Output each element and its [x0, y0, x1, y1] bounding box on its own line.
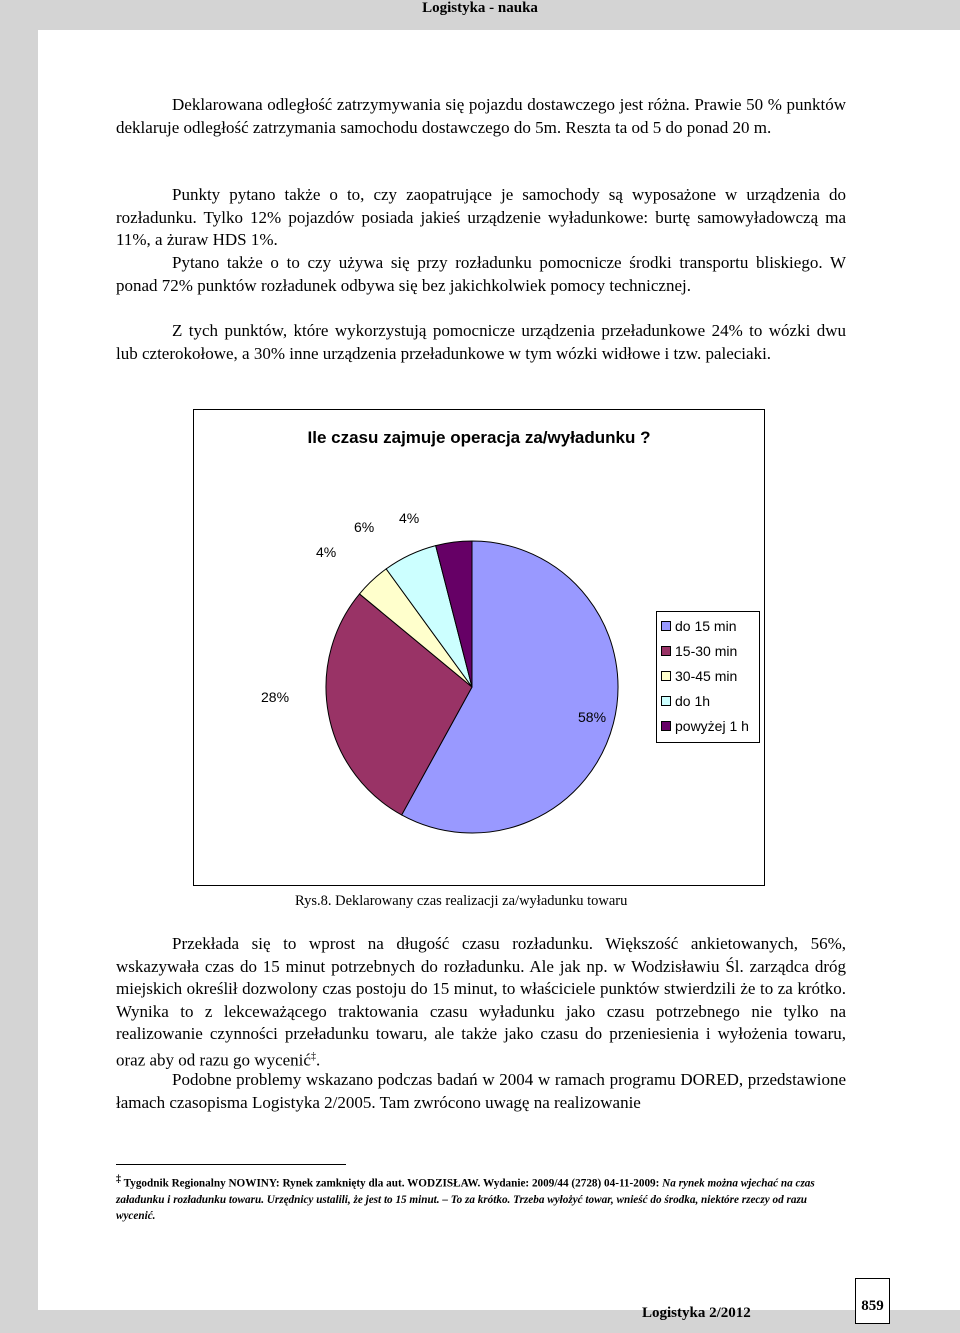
paragraph-1: Deklarowana odległość zatrzymywania się pojazdu dostawczego jest różna. Prawie 50 % punktów deklaruje odległość zatrzymania samochodu dostawczego do 5m. Reszta ta od 5 do ponad 20 m.	[116, 95, 846, 137]
legend-swatch	[661, 646, 671, 656]
footnote-ref: ‡	[310, 1050, 316, 1062]
legend-label: 30-45 min	[675, 668, 738, 684]
footnote-quote: Na rynek można wjechać na czas załadunku i rozładunku towaru. Urzędnicy ustalili, że jest to 15 minut. – To za krótko. Trzeba wyłożyć towar, wnieść do środka, niektóre rzeczy od razu wycenić.	[116, 1177, 815, 1222]
paragraph-2: Punkty pytano także o to, czy zaopatrujące je samochody są wyposażone w urządzenia do rozładunku. Tylko 12% pojazdów posiada jakieś urządzenie wyładunkowe: burtę samowyładowczą ma 11%, a żuraw HDS 1%.	[116, 185, 846, 250]
paragraph-4: Z tych punktów, które wykorzystują pomocnicze urządzenia przeładunkowe 24% to wózki dwu lub czterokołowe, a 30% inne urządzenia przeładunkowe w tym wózki widłowe i tzw. paleciaki.	[116, 321, 846, 363]
paragraph-6: Podobne problemy wskazano podczas badań w 2004 w ramach programu DORED, przedstawione łamach czasopisma Logistyka 2/2005. Tam zwrócono uwagę na realizowanie	[116, 1070, 846, 1112]
legend-item	[661, 616, 736, 636]
figure-caption: Rys.8. Deklarowany czas realizacji za/wyładunku towaru	[295, 893, 628, 909]
legend-swatch	[661, 621, 671, 631]
page-header: Logistyka - nauka	[422, 0, 538, 16]
paragraph-3: Pytano także o to czy używa się przy rozładunku pomocnicze środki transportu bliskiego. W ponad 72% punktów rozładunek odbywa się bez jakichkolwiek pomocy technicznej.	[116, 253, 846, 295]
legend-swatch	[661, 696, 671, 706]
footer-journal: Logistyka 2/2012	[642, 1305, 751, 1321]
legend-label: powyżej 1 h	[675, 718, 749, 734]
chart-title: Ile czasu zajmuje operacja za/wyładunku ?	[307, 428, 651, 447]
pie-data-label: 28%	[261, 689, 290, 705]
chart-legend	[656, 611, 760, 743]
paragraph-5-text: Przekłada się to wprost na długość czasu rozładunku. Większość ankietowanych, 56%, wskazywała czas do 15 minut potrzebnych do rozładunku. Ale jak np. w Wodzisławiu Śl. zarządca dróg miejskich określił dozwolony czas postoju do 15 minut, to właściciele punktów stwierdzili że to za krótko. Wynika to z lekceważącego traktowania czasu wyładunku jako czasu potrzebnego nie tylko na realizowanie czynności przeładunku towaru, ale także jako czasu do przeniesienia i wyłożenia towaru, oraz aby od razu go wycenić	[116, 934, 846, 1070]
legend-item	[661, 716, 749, 736]
legend-item	[661, 691, 710, 711]
footnote-mark: ‡	[116, 1174, 121, 1185]
legend-label: do 15 min	[675, 618, 737, 634]
legend-label: 15-30 min	[675, 643, 738, 659]
pie-data-label: 4%	[316, 544, 337, 560]
footnote-source: Tygodnik Regionalny NOWINY: Rynek zamknięty dla aut. WODZISŁAW. Wydanie: 2009/44 (2728) 04-11-2009:	[123, 1177, 663, 1190]
pie-data-label: 4%	[399, 510, 420, 526]
paragraph-5: Przekłada się to wprost na długość czasu rozładunku. Większość ankietowanych, 56%, wskazywała czas do 15 minut potrzebnych do rozładunku. Ale jak np. w Wodzisławiu Śl. zarządca dróg miejskich określił dozwolony czas postoju do 15 minut, to właściciele punktów stwierdzili że to za krótko. Wynika to z lekceważącego traktowania czasu wyładunku jako czasu potrzebnego nie tylko na realizowanie czynności przeładunku towaru, ale także jako czasu do przeniesienia i wyłożenia towaru, oraz aby od razu go wycenić‡.	[116, 934, 846, 1070]
legend-label: do 1h	[675, 693, 711, 709]
legend-swatch	[661, 721, 671, 731]
pie-chart	[193, 409, 765, 886]
legend-item	[661, 666, 737, 686]
legend-swatch	[661, 671, 671, 681]
pie-data-label: 58%	[578, 709, 607, 725]
footnote	[116, 1172, 846, 1224]
footnote-divider	[116, 1164, 346, 1165]
page-number: 859	[855, 1278, 890, 1324]
legend-item	[661, 641, 737, 661]
pie-data-label: 6%	[354, 519, 375, 535]
